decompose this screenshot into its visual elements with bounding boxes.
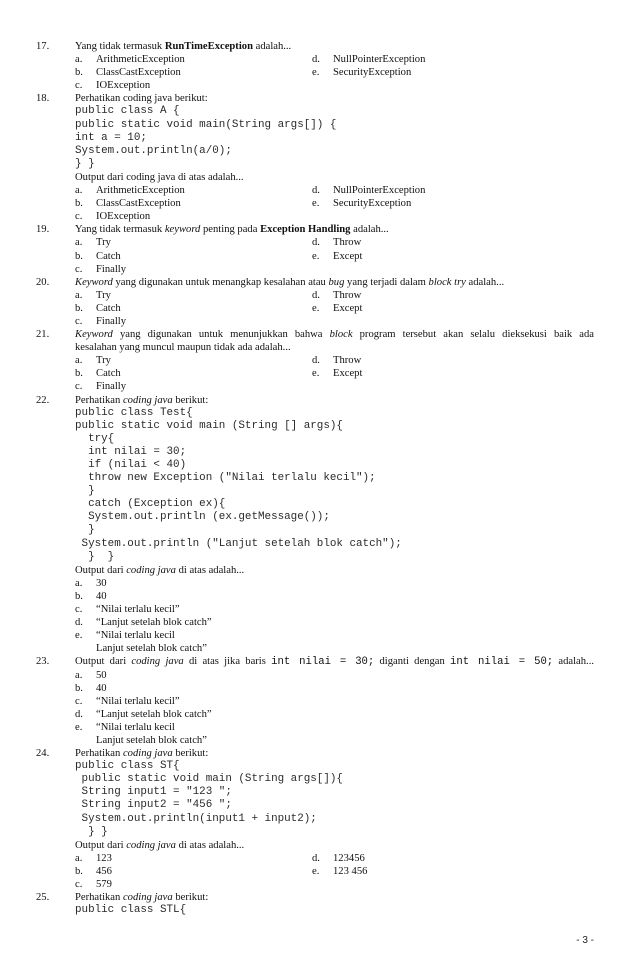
text-segment: adalah... [252,41,292,52]
option-text: “Nilai terlalu kecil [96,630,175,642]
text-segment: Perhatikan coding java berikut: [75,93,208,105]
question-line [0,655,638,668]
option-text: Finally [96,315,127,327]
answer-option-row [0,380,638,393]
option-text: 123456 [333,852,365,864]
option-text: ClassCastException [96,67,181,79]
code-text: String input2 = "456 "; [75,799,232,812]
option-text: Try [96,237,111,249]
code-text: public class ST{ [75,760,180,773]
question-text [75,40,291,53]
text-segment: block try [428,276,466,288]
option-letter: a. [75,289,83,301]
text-segment: Perhatikan [75,748,123,760]
option-letter: d. [312,237,320,249]
question-number: 23. [36,656,50,668]
code-line [0,498,638,511]
question-text-line [0,171,638,184]
answer-option-row [0,603,638,616]
question-text [75,747,208,760]
answer-option-row [0,865,638,878]
option-letter: a. [75,237,83,249]
option-text: “Nilai terlalu kecil” [96,604,180,616]
option-text: SecurityException [333,67,412,79]
option-letter: d. [75,617,83,629]
question-line [0,747,638,760]
option-letter: e. [75,630,83,642]
code-text: System.out.println(a/0); [75,144,232,157]
option-letter: d. [75,708,83,720]
option-letter: c. [75,381,83,393]
answer-option-row [0,629,638,642]
question-text [75,171,244,184]
text-segment: penting pada [200,224,261,236]
question-text [75,839,244,852]
question-number: 24. [36,748,50,760]
text-segment: coding java [126,839,176,851]
option-letter: b. [75,198,83,210]
question-text [75,891,208,904]
code-text: int a = 10; [75,131,147,144]
text-segment: coding java [122,892,173,904]
answer-option-row [0,878,638,891]
answer-option-row [0,721,638,734]
option-text: SecurityException [333,198,412,210]
code-text: catch (Exception ex){ [75,498,226,511]
answer-option-row [0,367,638,380]
text-segment: adalah... [350,224,389,236]
option-text: Catch [96,250,121,262]
option-text: “Nilai terlalu kecil” [96,695,180,707]
option-text: Except [333,368,363,380]
option-text: Throw [333,355,362,367]
code-text: System.out.println(input1 + input2); [75,812,317,825]
text-segment: program tersebut akan selalu dieksekusi baik ada [352,329,594,341]
question-text [75,276,504,289]
option-letter: c. [75,80,83,92]
code-line [0,446,638,459]
answer-option-row [0,590,638,603]
option-letter: d. [312,355,320,367]
code-line [0,813,638,826]
code-text: } [75,524,95,537]
question-text [75,655,594,669]
code-line [0,485,638,498]
answer-option-row [0,236,638,249]
option-letter: d. [312,852,320,864]
answer-option-row [0,708,638,721]
text-segment: adalah... [553,656,594,668]
answer-option-continuation [0,734,638,747]
text-segment: adalah... [465,276,505,288]
question-text [75,328,594,341]
option-text: 30 [96,577,107,589]
code-line [0,773,638,786]
option-letter: c. [75,604,83,616]
option-letter: a. [75,185,83,197]
answer-option-row [0,66,638,79]
option-text: “Lanjut setelah blok catch” [96,708,212,720]
option-letter: a. [75,355,83,367]
option-letter: d. [312,54,320,66]
answer-option-row [0,79,638,92]
code-line [0,538,638,551]
option-text: 123 [96,852,112,864]
option-letter: c. [75,211,83,223]
text-segment: berikut: [172,748,209,760]
question-text [75,341,291,354]
option-text: ClassCastException [96,198,181,210]
answer-option-row [0,852,638,865]
code-text: String input1 = "123 "; [75,786,232,799]
text-segment: Output dari [75,564,127,576]
text-segment: berikut: [172,394,209,406]
option-text: IOException [96,80,151,92]
option-letter: c. [75,263,83,275]
answer-option-row [0,577,638,590]
option-letter: b. [75,590,83,602]
code-text: } } [75,825,108,838]
answer-option-row [0,315,638,328]
question-text [75,394,208,407]
option-text: Lanjut setelah blok catch” [96,734,207,746]
question-number: 19. [36,224,50,236]
text-segment: Yang tidak termasuk [75,41,165,52]
answer-option-row [0,263,638,276]
text-segment: coding java [122,748,173,760]
text-segment: coding java [126,564,176,576]
text-segment: yang digunakan untuk menunjukkan bahwa [112,329,330,341]
code-line [0,145,638,158]
question-text [75,92,208,105]
text-segment: yang terjadi dalam [344,276,429,288]
code-line [0,786,638,799]
option-text: Except [333,250,363,262]
question-line [0,891,638,904]
code-line [0,420,638,433]
code-line [0,119,638,132]
text-segment: Yang tidak termasuk [75,224,165,236]
text-segment: diganti dengan [374,656,451,668]
answer-option-row [0,197,638,210]
code-line [0,524,638,537]
code-text: System.out.println ("Lanjut setelah blok catch"); [75,537,402,550]
option-text: 40 [96,590,107,602]
answer-option-row [0,616,638,629]
answer-option-row [0,302,638,315]
text-segment: berikut: [172,892,209,904]
option-letter: b. [75,682,83,694]
option-text: Throw [333,289,362,301]
option-letter: e. [312,368,320,380]
option-text: Try [96,355,111,367]
option-letter: d. [312,185,320,197]
option-letter: e. [75,721,83,733]
option-letter: d. [312,289,320,301]
text-segment: coding java [131,656,184,668]
code-text: public class STL{ [75,904,187,917]
code-text: public class A { [75,105,180,118]
code-text: } [75,485,95,498]
option-letter: b. [75,368,83,380]
option-letter: b. [75,302,83,314]
option-text: NullPointerException [333,54,426,66]
text-segment: block [329,329,353,341]
option-text: IOException [96,211,151,223]
text-segment: Exception Handling [260,224,351,236]
answer-option-row [0,354,638,367]
option-text: 50 [96,669,107,681]
code-text: public class Test{ [75,406,193,419]
answer-option-row [0,695,638,708]
inline-code: int nilai = 30; [271,656,375,669]
option-letter: e. [312,302,320,314]
option-text: Try [96,289,111,301]
question-number: 18. [36,93,50,105]
option-letter: b. [75,865,83,877]
code-text: if (nilai < 40) [75,459,187,471]
question-text-line [0,564,638,577]
option-letter: a. [75,54,83,66]
option-letter: e. [312,67,320,79]
code-line [0,433,638,446]
text-segment: keyword [164,224,201,236]
answer-option-row [0,669,638,682]
question-text-line [0,839,638,852]
code-line [0,407,638,420]
option-text: “Lanjut setelah blok catch” [96,617,212,629]
text-segment: bug [328,276,345,288]
option-text: 456 [96,865,112,877]
option-text: NullPointerException [333,185,426,197]
code-line [0,132,638,145]
text-segment: coding java [122,394,173,406]
option-text: 123 456 [333,865,368,877]
question-line [0,394,638,407]
question-line [0,40,638,53]
option-text: Lanjut setelah blok catch” [96,643,207,655]
option-letter: e. [312,865,320,877]
answer-option-row [0,289,638,302]
question-number: 21. [36,329,50,341]
code-text: } } [75,550,115,563]
question-text [75,223,389,236]
code-line [0,511,638,524]
option-letter: c. [75,695,83,707]
option-text: ArithmeticException [96,54,185,66]
code-line [0,904,638,917]
answer-option-row [0,250,638,263]
inline-code: int nilai = 50; [450,656,554,669]
option-letter: e. [312,198,320,210]
question-line [0,92,638,105]
text-segment: di atas adalah... [175,564,245,576]
text-segment: yang digunakan untuk menangkap kesalahan atau [112,276,329,288]
option-text: Catch [96,368,121,380]
option-text: Finally [96,263,127,275]
code-text: System.out.println (ex.getMessage()); [75,511,330,524]
document-body [0,40,638,917]
code-text: } } [75,157,95,170]
question-text [75,564,244,577]
question-line [0,328,638,341]
text-segment: Keyword [75,276,113,288]
question-number: 20. [36,276,50,288]
code-text: int nilai = 30; [75,445,187,458]
question-line [0,223,638,236]
option-text: ArithmeticException [96,185,185,197]
code-line [0,459,638,472]
code-text: throw new Exception ("Nilai terlalu kecil"); [75,472,376,485]
code-text: public static void main (String [] args){ [75,419,343,432]
option-letter: a. [75,669,83,681]
code-line [0,826,638,839]
question-number: 25. [36,892,50,904]
option-text: Catch [96,302,121,314]
option-letter: a. [75,577,83,589]
text-segment: RunTimeException [164,41,253,52]
option-text: “Nilai terlalu kecil [96,721,175,733]
option-text: Except [333,302,363,314]
answer-option-continuation [0,642,638,655]
text-segment: Output dari [75,656,132,668]
text-segment: kesalahan yang muncul maupun tidak ada adalah... [75,342,291,354]
option-letter: b. [75,67,83,79]
option-letter: c. [75,879,83,890]
option-text: Finally [96,381,127,393]
option-letter: a. [75,852,83,864]
answer-option-row [0,210,638,223]
answer-option-row [0,682,638,695]
option-letter: e. [312,250,320,262]
code-text: public static void main (String args[]){ [75,773,343,786]
text-segment: di atas adalah... [175,839,245,851]
code-line [0,760,638,773]
question-line [0,276,638,289]
question-number: 17. [36,41,50,52]
page-number: - 3 - [576,935,594,946]
text-segment: Perhatikan [75,892,123,904]
answer-option-row [0,53,638,66]
text-segment: Keyword [75,329,113,341]
code-line [0,472,638,485]
option-text: Throw [333,237,362,249]
question-number: 22. [36,394,50,406]
code-text: try{ [75,432,115,445]
text-segment: Perhatikan [75,394,123,406]
option-letter: b. [75,250,83,262]
option-text: 579 [96,879,112,890]
code-line [0,105,638,118]
code-line [0,158,638,171]
text-segment: Output dari [75,839,127,851]
text-segment: Output dari coding java di atas adalah... [75,171,244,183]
code-text: public static void main(String args[]) { [75,118,337,131]
option-letter: c. [75,315,83,327]
question-text-line [0,341,638,354]
code-line [0,799,638,812]
code-line [0,551,638,564]
text-segment: di atas jika baris [183,656,272,668]
answer-option-row [0,184,638,197]
option-text: 40 [96,682,107,694]
